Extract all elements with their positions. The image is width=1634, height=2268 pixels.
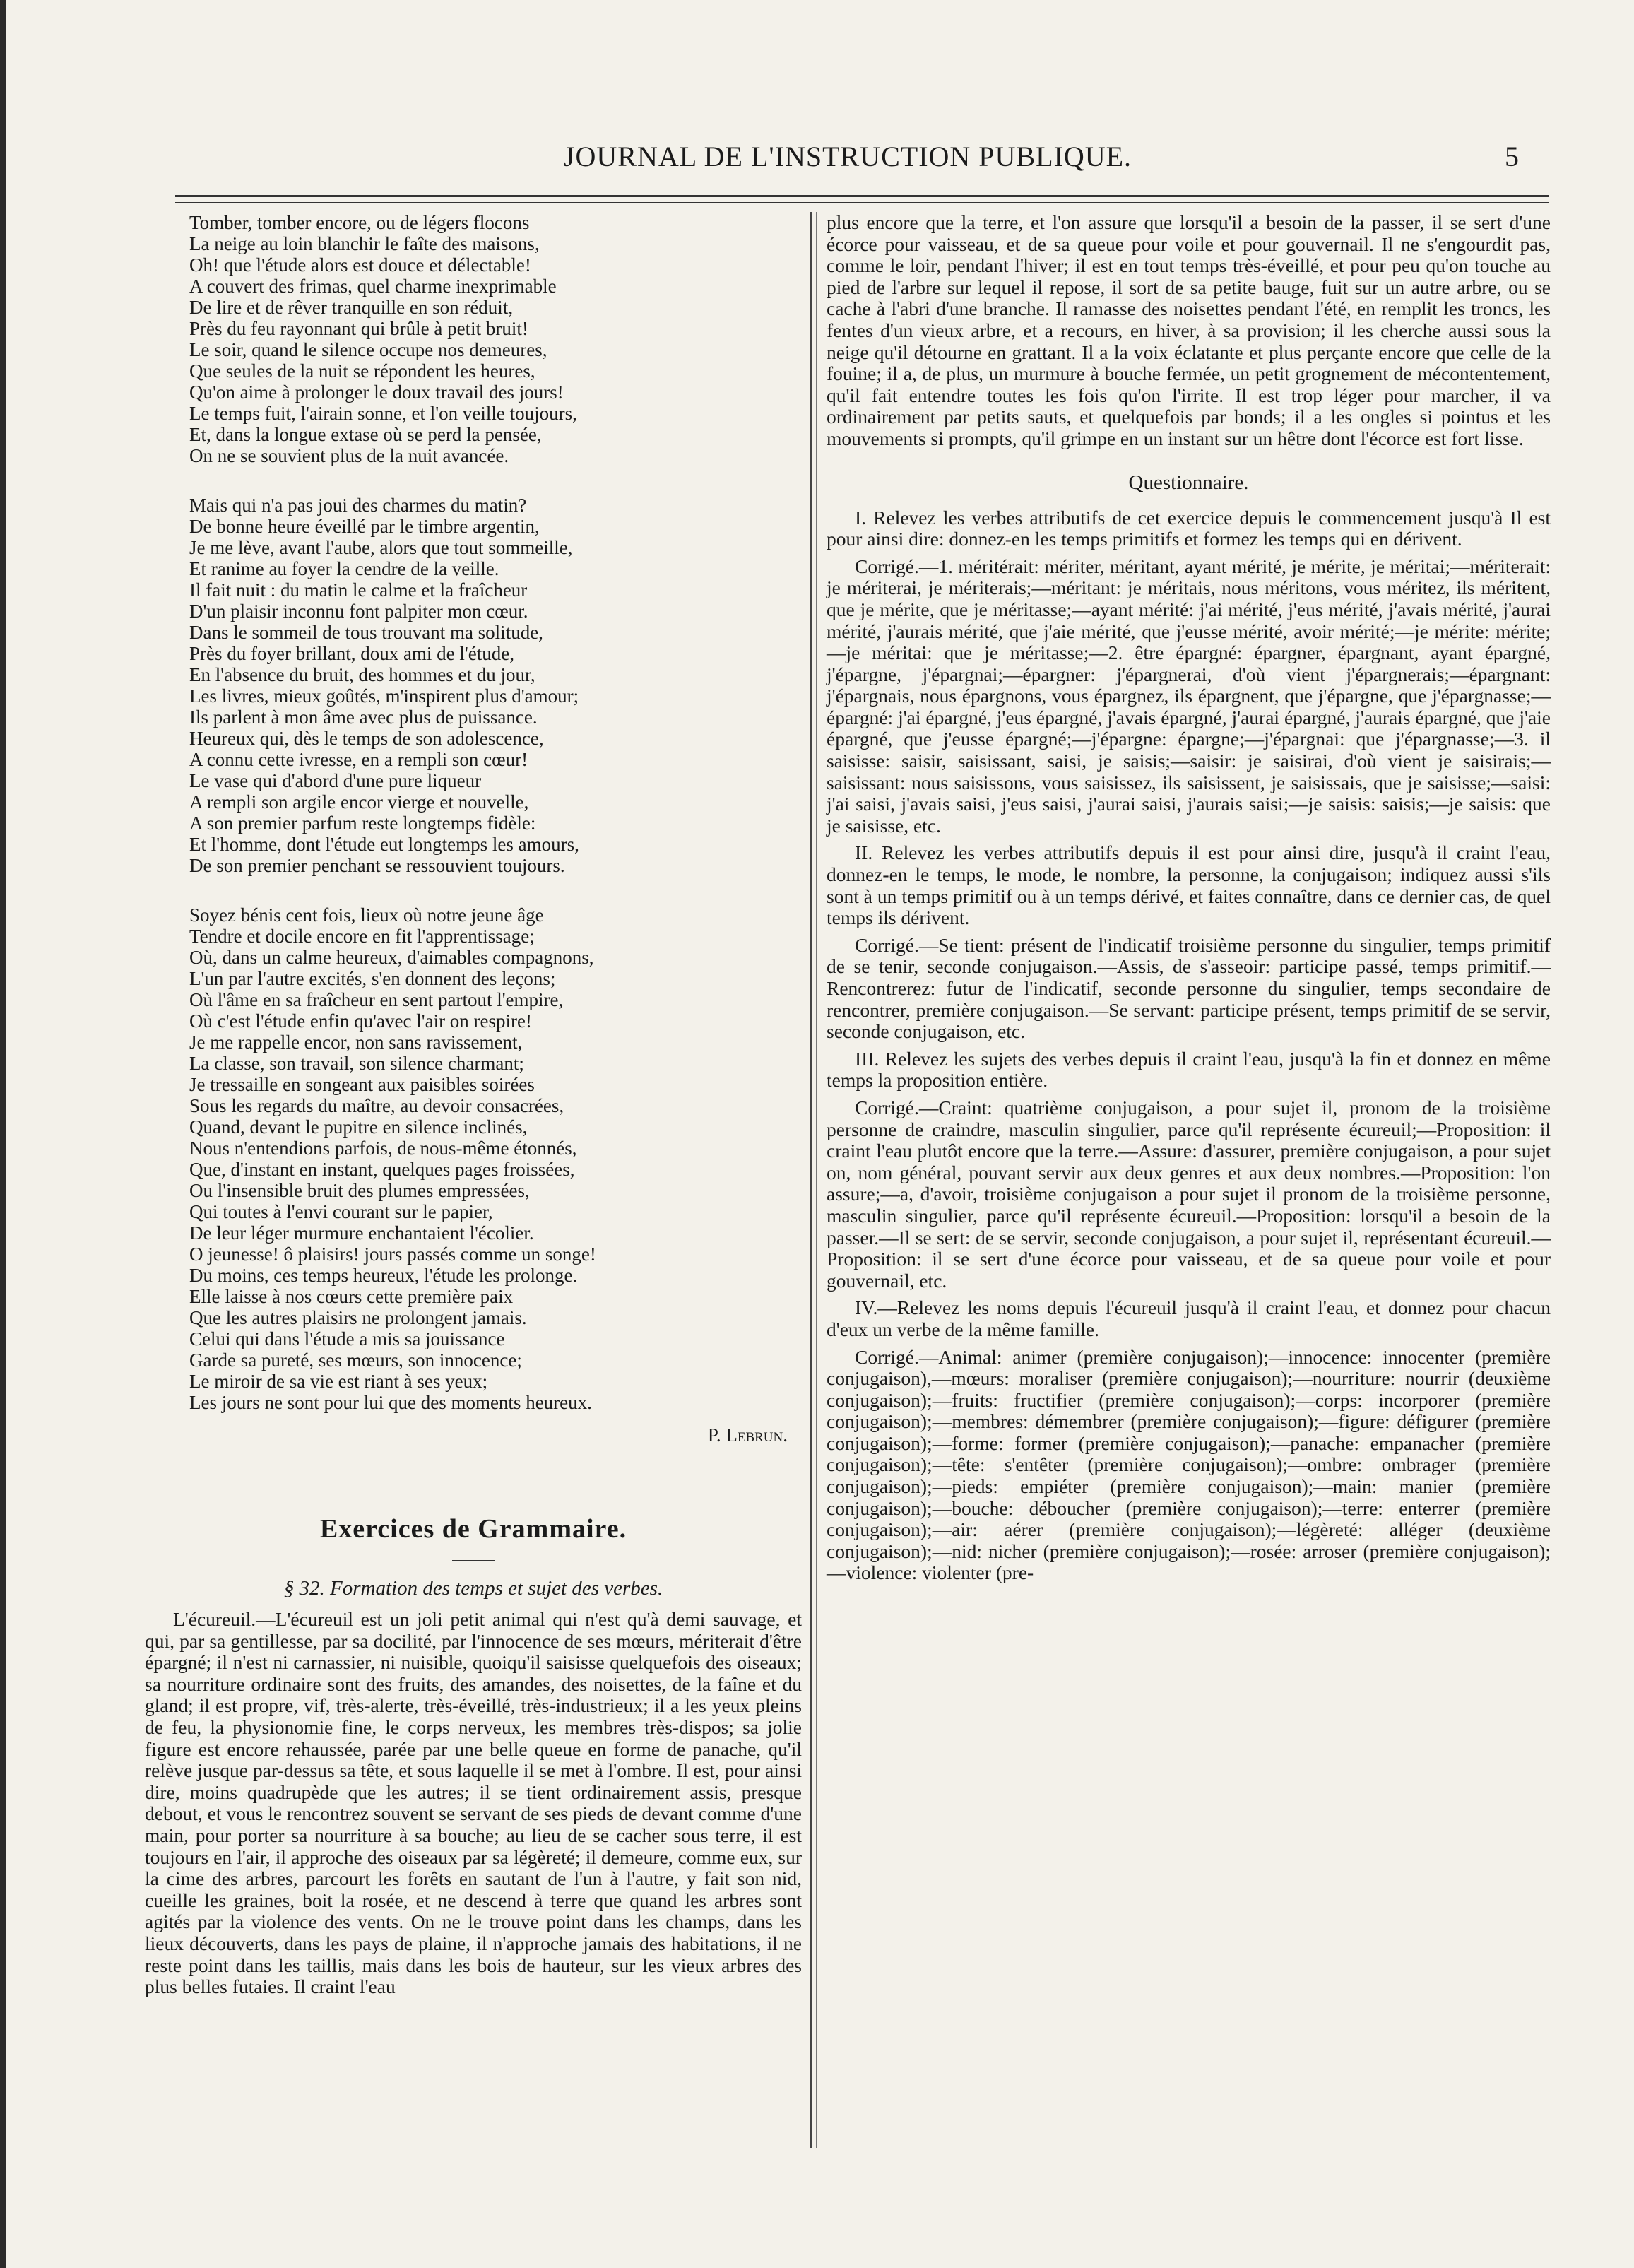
poem-line: Tendre et docile encore en fit l'apprentissage; (189, 926, 535, 947)
answer-2: Corrigé.—Se tient: présent de l'indicatif troisième personne du singulier, temps primitif de se tenir, seconde conjugaison.—Assis, de s'asseoir: participe passé, temps primitif.—Rencontrerez: futur de l'indicatif, seconde personne du singulier, temps secondaire de rencontrer, première conjugaison.—Se servant: participe présent, temps primitif de se servir, seconde conjugaison, etc. (827, 933, 1551, 1043)
left-column (145, 212, 802, 2002)
scan-edge (0, 0, 6, 2268)
poem-line: Mais qui n'a pas joui des charmes du matin? (189, 495, 527, 516)
poem-line: En l'absence du bruit, des hommes et du jour, (189, 664, 535, 685)
poem-stanza-3 (189, 904, 802, 1413)
header-rule (175, 195, 1549, 197)
answer-1: Corrigé.—1. méritérait: mériter, méritant, ayant mérité, je mérite, je méritai;—mériterait: je mériterai, je mériterais;—méritant: je méritais, nous méritons, vous méritez, ils méritent, que je mérite, que je méritasse;—ayant mérité: j'ai mérité, j'eus mérité, j'avais mérité, j'aurai mérité, j'aurais mérité, que j'aie mérité, que j'eusse mérité, avoir mérité;—je mérite: mérite;—je méritai: que je méritasse;—2. être épargné: épargner, épargnant, ayant épargné, j'épargne, j'épargnai;—épargner: j'épargnerai, d'où vient j'épargnerais;—épargnant: j'épargnais, nous épargnons, vous épargnez, ils épargnent, que j'épargne, que j'épargnasse;—épargné: j'ai épargné, j'eus épargné, j'avais épargné, j'aurai épargné, j'aurais épargné, que j'aie épargné, que j'eusse épargné;—j'épargne: épargne;—j'épargnai: que j'épargnasse;—3. il saisisse: saisir, saisissant, saisi, je saisis;—saisir: je saisirai, d'où vient je saisirais;—saisissant: nous saisissons, vous saisissez, ils saisissent, je saisissais, que je saisisse;—saisi: j'ai saisi, j'avais saisi, j'eus saisi, j'aurai saisi, j'aurais saisi;—je saisis: saisis;—je saisis: que je saisisse, etc. (827, 555, 1551, 837)
poem-line: Ils parlent à mon âme avec plus de puissance. (189, 707, 538, 728)
poem-line: Que seules de la nuit se répondent les heures, (189, 360, 535, 382)
poem-line: A son premier parfum reste longtemps fidèle: (189, 813, 536, 834)
poem-line: D'un plaisir inconnu font palpiter mon cœur. (189, 601, 528, 622)
poem-line: A couvert des frimas, quel charme inexprimable (189, 276, 557, 297)
question-2: II. Relevez les verbes attributifs depuis il est pour ainsi dire, jusqu'à il craint l'eau, donnez-en le temps, le mode, le nombre, la personne, la conjugaison; indiquez aussi s'ils sont à un temps primitif ou à un temps dérivé, et faites connaître, dans ce dernier cas, de quel temps ils dérivent. (827, 841, 1551, 929)
poem-line: La classe, son travail, son silence charmant; (189, 1053, 524, 1074)
poem-line: Tomber, tomber encore, ou de légers flocons (189, 212, 530, 233)
poem-line: O jeunesse! ô plaisirs! jours passés comme un songe! (189, 1244, 596, 1265)
poem-stanza-1 (189, 212, 802, 466)
column-divider-thin (816, 212, 817, 2148)
poem-line: Où c'est l'étude enfin qu'avec l'air on respire! (189, 1010, 533, 1032)
poem-line: Je me rappelle encor, non sans ravissement, (189, 1032, 523, 1053)
poem-line: De leur léger murmure enchantaient l'écolier. (189, 1222, 534, 1244)
poem-line: Et ranime au foyer la cendre de la veille. (189, 558, 499, 579)
poem-line: De son premier penchant se ressouvient toujours. (189, 855, 565, 876)
poem-line: Soyez bénis cent fois, lieux où notre jeune âge (189, 904, 544, 926)
questionnaire-heading: Questionnaire. (1128, 471, 1249, 494)
right-column (827, 212, 1551, 1590)
section-rule (452, 1560, 495, 1561)
poem-line: Que, d'instant en instant, quelques pages froissées, (189, 1159, 575, 1180)
poem-line: Le soir, quand le silence occupe nos demeures, (189, 339, 547, 360)
page-number: 5 (1505, 141, 1519, 172)
poem-line: Qui toutes à l'envi courant sur le papier, (189, 1201, 493, 1222)
poem-line: Le miroir de sa vie est riant à ses yeux; (189, 1371, 488, 1392)
poem-line: Près du foyer brillant, doux ami de l'étude, (189, 643, 515, 664)
poem-line: Elle laisse à nos cœurs cette première paix (189, 1286, 514, 1307)
exercise-subheading: § 32. Formation des temps et sujet des verbes. (283, 1577, 663, 1600)
poem-line: Et, dans la longue extase où se perd la pensée, (189, 424, 542, 445)
poem-line: Près du feu rayonnant qui brûle à petit bruit! (189, 318, 528, 339)
poem-line: Sous les regards du maître, au devoir consacrées, (189, 1095, 564, 1116)
question-3: III. Relevez les sujets des verbes depuis il craint l'eau, jusqu'à la fin et donnez en même temps la proposition entière. (827, 1047, 1551, 1092)
poem-line: Celui qui dans l'étude a mis sa jouissance (189, 1328, 505, 1349)
poem-line: La neige au loin blanchir le faîte des maisons, (189, 233, 540, 254)
poem-line: A rempli son argile encor vierge et nouvelle, (189, 791, 529, 813)
poem-line: Les jours ne sont pour lui que des moments heureux. (189, 1392, 592, 1413)
poem-line: On ne se souvient plus de la nuit avancée. (189, 445, 509, 466)
poem-line: Garde sa pureté, ses mœurs, son innocence; (189, 1349, 522, 1371)
header-rule-thin (175, 202, 1549, 203)
poem-line: De bonne heure éveillé par le timbre argentin, (189, 516, 540, 537)
question-1: I. Relevez les verbes attributifs de cet exercice depuis le commencement jusqu'à Il est pour ainsi dire: donnez-en les temps primitifs et formez les temps qui en dérivent. (827, 506, 1551, 550)
poem-stanza-2 (189, 495, 802, 876)
poem-line: Et l'homme, dont l'étude eut longtemps les amours, (189, 834, 579, 855)
poem-line: Dans le sommeil de tous trouvant ma solitude, (189, 622, 543, 643)
running-head: JOURNAL DE L'INSTRUCTION PUBLIQUE. (563, 141, 1132, 172)
poem-line: Nous n'entendions parfois, de nous-même étonnés, (189, 1138, 577, 1159)
poem-line: Qu'on aime à prolonger le doux travail des jours! (189, 382, 564, 403)
poem-line: Quand, devant le pupitre en silence inclinés, (189, 1116, 528, 1138)
answer-4: Corrigé.—Animal: animer (première conjugaison);—innocence: innocenter (première conjugaison),—mœurs: moraliser (première conjugaison);—nourriture: nourrir (deuxième conjugaison);—fruits: fructifier (première conjugaison);—corps: incorporer (première conjugaison);—membres: démembrer (première conjugaison);—figure: défigurer (première conjugaison);—forme: former (première conjugaison);—panache: empanacher (première conjugaison);—tête: s'entêter (première conjugaison);—ombre: ombrager (première conjugaison);—pieds: empiéter (première conjugaison);—main: manier (première conjugaison);—bouche: déboucher (première conjugaison);—terre: enterrer (première conjugaison);—air: aérer (première conjugaison);—légèreté: alléger (deuxième conjugaison);—nid: nicher (première conjugaison);—rosée: arroser (première conjugaison);—violence: violenter (pre- (827, 1345, 1551, 1584)
poem-line: Le vase qui d'abord d'une pure liqueur (189, 770, 482, 791)
question-4: IV.—Relevez les noms depuis l'écureuil jusqu'à il craint l'eau, et donnez pour chacun d'eux un verbe de la même famille. (827, 1297, 1551, 1340)
poem-line: Que les autres plaisirs ne prolongent jamais. (189, 1307, 527, 1328)
answer-3: Corrigé.—Craint: quatrième conjugaison, a pour sujet il, pronom de la troisième personne de craindre, masculin singulier, parce qu'il représente écureuil;—Proposition: il craint l'eau plutôt encore que la terre.—Assure: d'assurer, première conjugaison, a pour sujet on, nom général, pouvant servir aux deux genres et aux deux nombres.—Proposition: l'on assure;—a, d'avoir, troisième conjugaison a pour sujet il pronom de la troisième personne, masculin singulier, parce qu'il représente écureuil.—Proposition: lorsqu'il a besoin de la passer.—Il se sert: de se servir, seconde conjugaison, a pour sujet il, représentant écureuil.—Proposition: il se sert d'une écorce pour vaisseau, et de sa queue pour voile et pour gouvernail, etc. (827, 1096, 1551, 1292)
poem-line: Le temps fuit, l'airain sonne, et l'on veille toujours, (189, 403, 577, 424)
poem-line: Les livres, mieux goûtés, m'inspirent plus d'amour; (189, 685, 579, 707)
poem-line: De lire et de rêver tranquille en son réduit, (189, 297, 514, 318)
poem-line: Je tressaille en songeant aux paisibles soirées (189, 1074, 535, 1095)
column-divider (810, 212, 812, 2148)
poem-line: Je me lève, avant l'aube, alors que tout sommeille, (189, 537, 573, 558)
poem-author: P. Lebrun. (707, 1424, 788, 1446)
section-title: Exercices de Grammaire. (319, 1514, 627, 1544)
poem-line: Ou l'insensible bruit des plumes empressées, (189, 1180, 530, 1201)
poem-line: Oh! que l'étude alors est douce et délectable! (189, 254, 531, 276)
poem-line: Où, dans un calme heureux, d'aimables compagnons, (189, 947, 594, 968)
exercise-text: L'écureuil.—L'écureuil est un joli petit animal qui n'est qu'à demi sauvage, et qui, par sa gentillesse, par sa docilité, par l'innocence de ses mœurs, mériterait d'être épargné; il n'est ni carnassier, ni nuisible, quoiqu'il saisisse quelquefois des oiseaux; sa nourriture ordinaire sont des fruits, des amandes, des noisettes, de la faîne et du gland; il est propre, vif, très-alerte, très-éveillé, très-industrieux; il a les yeux pleins de feu, la physionomie fine, le corps nerveux, les membres très-dispos; sa jolie figure est encore rehaussée, parée par une belle queue en forme de panache, qu'il relève jusque par-dessus sa tête, et sous laquelle il se met à l'ombre. Il est, pour ainsi dire, moins quadrupède que les autres; il se tient ordinairement assis, presque debout, et vous le rencontrez souvent se servant de ses pieds de devant comme d'une main, pour porter sa nourriture à sa bouche; au lieu de se cacher sous terre, il est toujours en l'air, il approche des oiseaux par sa légèreté; il demeure, comme eux, sur la cime des arbres, parcourt les forêts en sautant de l'un à l'autre, y fait son nid, cueille les graines, boit la rosée, et ne descend à terre que quand les arbres sont agités par la violence des vents. On ne le trouve point dans les champs, dans les lieux découverts, dans les pays de plaine, il n'approche jamais des habitations, il ne reste point dans les taillis, mais dans les bois de hauteur, sur les vieux arbres des plus belles futaies. Il craint l'eau (145, 1608, 802, 1998)
poem-line: A connu cette ivresse, en a rempli son cœur! (189, 749, 528, 770)
poem-line: Il fait nuit : du matin le calme et la fraîcheur (189, 579, 528, 601)
poem-line: Où l'âme en sa fraîcheur en sent partout l'empire, (189, 989, 564, 1010)
poem-line: Du moins, ces temps heureux, l'étude les prolonge. (189, 1265, 578, 1286)
poem-line: Heureux qui, dès le temps de son adolescence, (189, 728, 544, 749)
exercise-continuation: plus encore que la terre, et l'on assure que lorsqu'il a besoin de la passer, il se sert d'une écorce pour vaisseau, et de sa queue pour voile et pour gouvernail. Il ne s'engourdit pas, comme le loir, pendant l'hiver; il est en tout temps très-éveillé, et pour peu qu'on touche au pied de l'arbre sur lequel il repose, il sort de sa petite bauge, fuit sur un autre arbre, ou se cache à l'abri d'une branche. Il ramasse des noisettes pendant l'été, en remplit les troncs, les fentes d'un vieux arbre, et a recours, en hiver, à sa provision; il les cherche aussi sous la neige qu'il détourne en grattant. Il a la voix éclatante et plus perçante encore que celle de la fouine; il a, de plus, un murmure à bouche fermée, un petit grognement de mécontentement, qu'il fait entendre toutes les fois qu'on l'irrite. Il est trop léger pour marcher, il va ordinairement par petits sauts, et quelquefois par bonds; il a les ongles si pointus et les mouvements si prompts, qu'il grimpe en un instant sur un hêtre dont l'écorce est fort lisse. (827, 211, 1551, 449)
poem-line: L'un par l'autre excités, s'en donnent des leçons; (189, 968, 556, 989)
page-header (212, 140, 1526, 189)
